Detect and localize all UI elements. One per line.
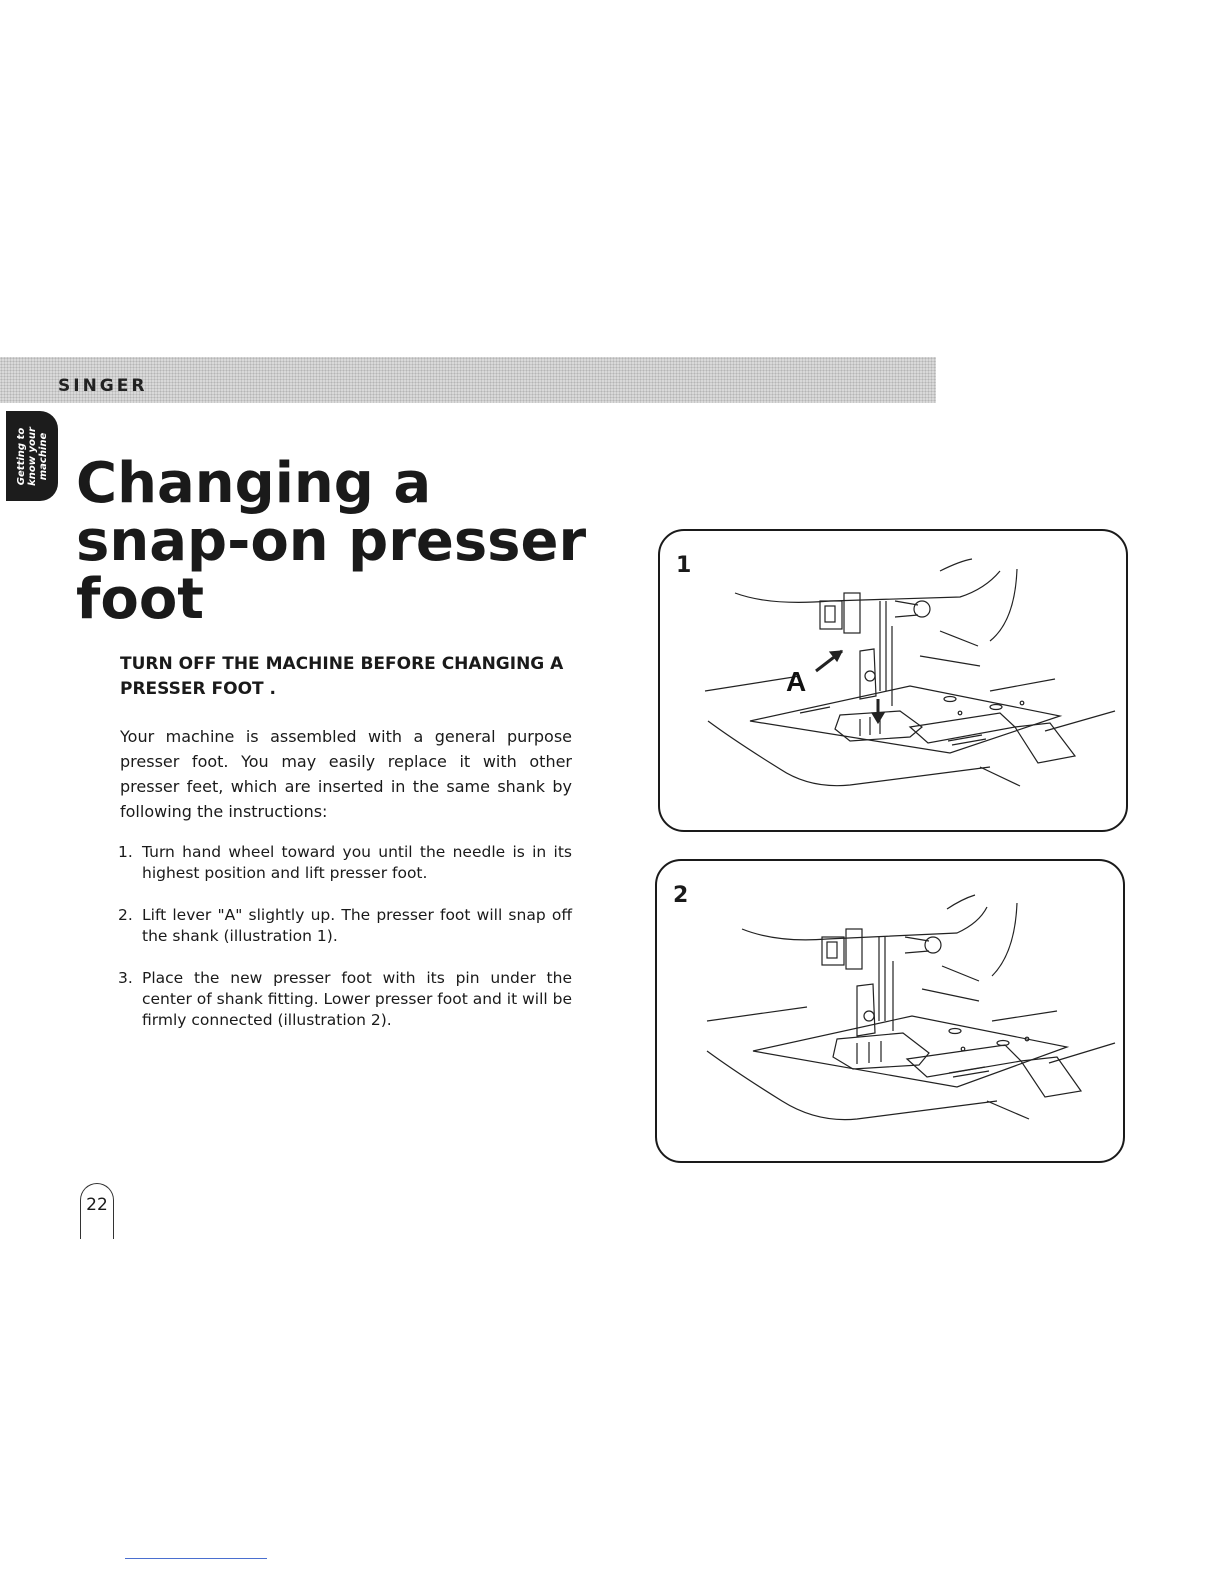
- page-title-line-3: foot: [76, 567, 205, 632]
- list-item: [118, 842, 572, 884]
- page-title: [76, 451, 587, 632]
- illustration-1: [658, 529, 1128, 832]
- illustration-2: [655, 859, 1125, 1163]
- callout-a: A: [786, 666, 807, 697]
- page-title-line-1: Changing a: [76, 451, 432, 516]
- intro-paragraph: Your machine is assembled with a general purpose presser foot. You may easily replace it with other presser feet, which are inserted in the same shank by following the instructions:: [120, 727, 572, 821]
- footer-rule: [125, 1558, 267, 1559]
- instruction-list: [118, 842, 572, 1052]
- illustration-number: 1: [676, 553, 692, 578]
- section-tab-line-1: Getting to: [15, 427, 27, 485]
- list-item: [118, 905, 572, 947]
- step-text: Turn hand wheel toward you until the needle is in its highest position and lift presser foot.: [142, 843, 572, 882]
- illustration-number: 2: [673, 883, 689, 908]
- step-text: Place the new presser foot with its pin under the center of shank fitting. Lower presser foot and it will be firmly connected (illustration 2).: [142, 969, 573, 1029]
- step-number: 3.: [118, 969, 133, 987]
- section-tab: [6, 411, 58, 501]
- section-tab-line-3: machine: [37, 432, 49, 480]
- page-number: [80, 1183, 114, 1239]
- step-number: 2.: [118, 906, 133, 924]
- step-number: 1.: [118, 843, 133, 861]
- page-title-line-2: snap-on presser: [76, 509, 587, 574]
- presser-foot-attached-drawing: [657, 861, 1123, 1161]
- step-text: Lift lever "A" slightly up. The presser foot will snap off the shank (illustration 1).: [142, 906, 572, 945]
- section-tab-line-2: know your: [26, 426, 38, 486]
- section-tab-label: [16, 427, 49, 486]
- page-number-label: 22: [86, 1195, 108, 1215]
- list-item: [118, 968, 572, 1031]
- warning-text: TURN OFF THE MACHINE BEFORE CHANGING A PRESSER FOOT .: [120, 654, 564, 699]
- brand-logo: SINGER: [58, 376, 148, 396]
- presser-foot-removal-drawing: [660, 531, 1126, 830]
